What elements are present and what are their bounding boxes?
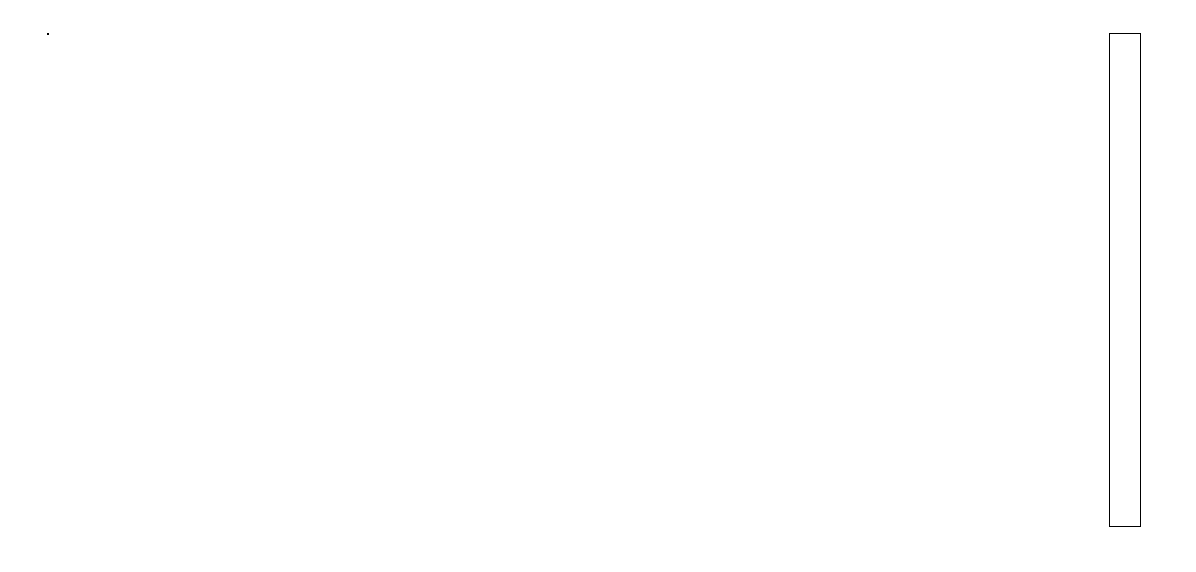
- colorbar: [1109, 33, 1141, 527]
- heatmap-grid: [47, 33, 49, 35]
